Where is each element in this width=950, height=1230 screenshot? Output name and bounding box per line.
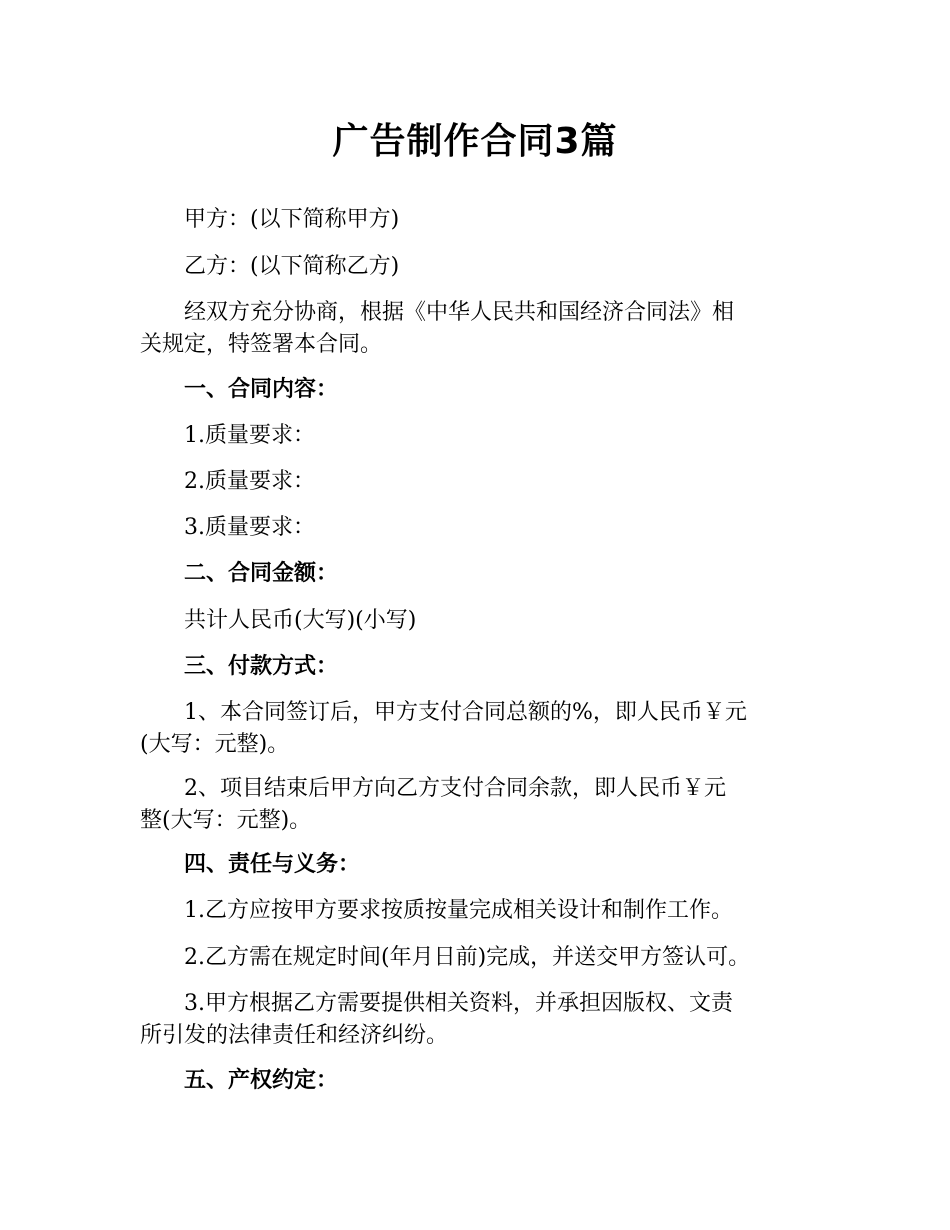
section-3-item-1-line-1: 1、本合同签订后，甲方支付合同总额的%，即人民币￥元 <box>184 700 747 725</box>
section-5-heading: 五、产权约定： <box>184 1068 339 1093</box>
intro-paragraph <box>140 297 820 361</box>
section-4-heading: 四、责任与义务： <box>184 852 361 877</box>
section-2-text: 共计人民币(大写)(小写) <box>184 608 417 633</box>
section-3-item-2 <box>140 773 820 837</box>
section-1-item-1: 1.质量要求： <box>184 423 315 448</box>
section-4-item-3 <box>140 988 820 1052</box>
document-title: 广告制作合同3篇 <box>332 121 618 162</box>
intro-line-2: 关规定，特签署本合同。 <box>140 332 383 357</box>
party-b-line: 乙方：(以下简称乙方) <box>184 254 400 279</box>
section-1-item-2: 2.质量要求： <box>184 469 315 494</box>
section-3-item-2-line-1: 2、项目结束后甲方向乙方支付合同余款，即人民币￥元 <box>184 776 726 801</box>
section-3-item-1-line-2: (大写：元整)。 <box>140 732 290 757</box>
section-4-item-1: 1.乙方应按甲方要求按质按量完成相关设计和制作工作。 <box>184 898 733 923</box>
section-3-item-2-line-2: 整(大写：元整)。 <box>140 808 312 833</box>
section-3-item-1 <box>140 697 820 761</box>
section-3-heading: 三、付款方式： <box>184 654 339 679</box>
section-1-heading: 一、合同内容： <box>184 377 339 402</box>
section-4-item-3-line-1: 3.甲方根据乙方需要提供相关资料，并承担因版权、文责 <box>184 991 733 1016</box>
section-1-item-3: 3.质量要求： <box>184 515 315 540</box>
section-4-item-3-line-2: 所引发的法律责任和经济纠纷。 <box>140 1023 449 1048</box>
section-4-item-2: 2.乙方需在规定时间(年月日前)完成，并送交甲方签认可。 <box>184 945 751 970</box>
party-a-line: 甲方：(以下简称甲方) <box>184 207 400 232</box>
section-2-heading: 二、合同金额： <box>184 561 339 586</box>
intro-line-1: 经双方充分协商，根据《中华人民共和国经济合同法》相 <box>184 300 735 325</box>
